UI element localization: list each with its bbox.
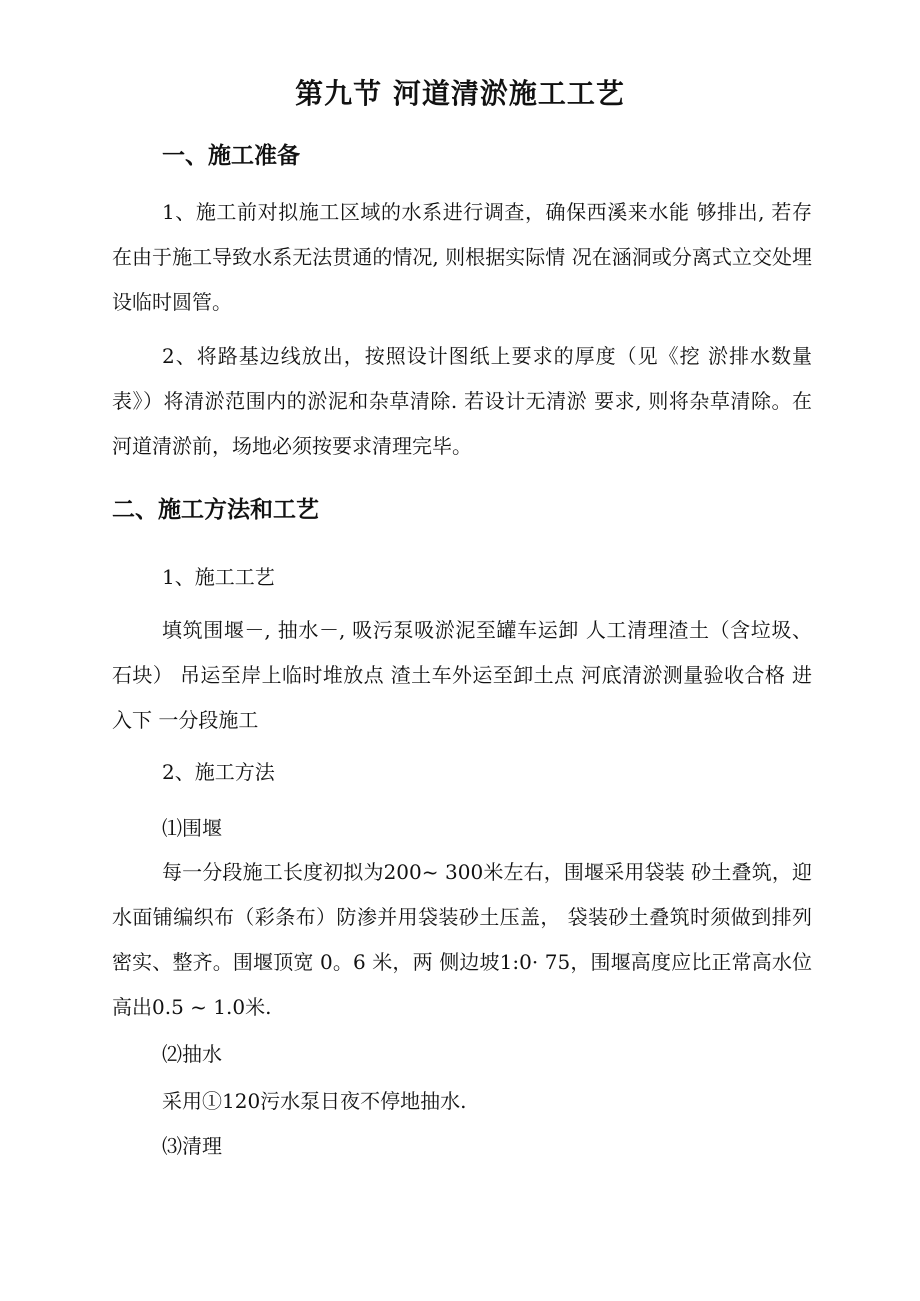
paragraph-preparation-1: 1、施工前对拟施工区域的水系进行调查，确保西溪来水能 够排出, 若存在由于施工导致水系无法贯通的情况, 则根据实际情 况在涵洞或分离式立交处埋设临时圆管。 <box>112 200 812 314</box>
subheading-process: 1、施工工艺 <box>162 565 275 589</box>
paragraph-pumping: 采用①120污水泵日夜不停地抽水. <box>162 1089 467 1113</box>
section-heading-preparation: 一、施工准备 <box>162 143 300 169</box>
item-label-pumping: ⑵抽水 <box>162 1042 222 1066</box>
paragraph-process-flow: 填筑围堰－, 抽水－, 吸污泵吸淤泥至罐车运卸 人工清理渣土（含垃圾、石块） 吊运至岸上临时堆放点 渣土车外运至卸土点 河底清淤测量验收合格 进入下 一分段施工 <box>112 618 812 732</box>
paragraph-cofferdam: 每一分段施工长度初拟为200~ 300米左右，围堰采用袋装 砂土叠筑，迎水面铺编织布（彩条布）防渗并用袋装砂土压盖， 袋装砂土叠筑时须做到排列密实、整齐。围堰顶宽 0。6 米，两 侧边坡1:0· 75，围堰高度应比正常高水位高出0.5 ~ 1.0米. <box>112 860 812 1019</box>
subheading-methods: 2、施工方法 <box>162 760 275 784</box>
section-heading-methods: 二、施工方法和工艺 <box>112 497 319 523</box>
page-title: 第九节 河道清淤施工工艺 <box>295 77 625 110</box>
paragraph-preparation-2: 2、将路基边线放出，按照设计图纸上要求的厚度（见《挖 淤排水数量表》）将清淤范围内的淤泥和杂草清除. 若设计无清淤 要求, 则将杂草清除。在河道清淤前，场地必须按要求清理完毕。 <box>112 344 812 458</box>
item-label-cofferdam: ⑴围堰 <box>162 816 222 840</box>
item-label-cleanup: ⑶清理 <box>162 1134 222 1158</box>
